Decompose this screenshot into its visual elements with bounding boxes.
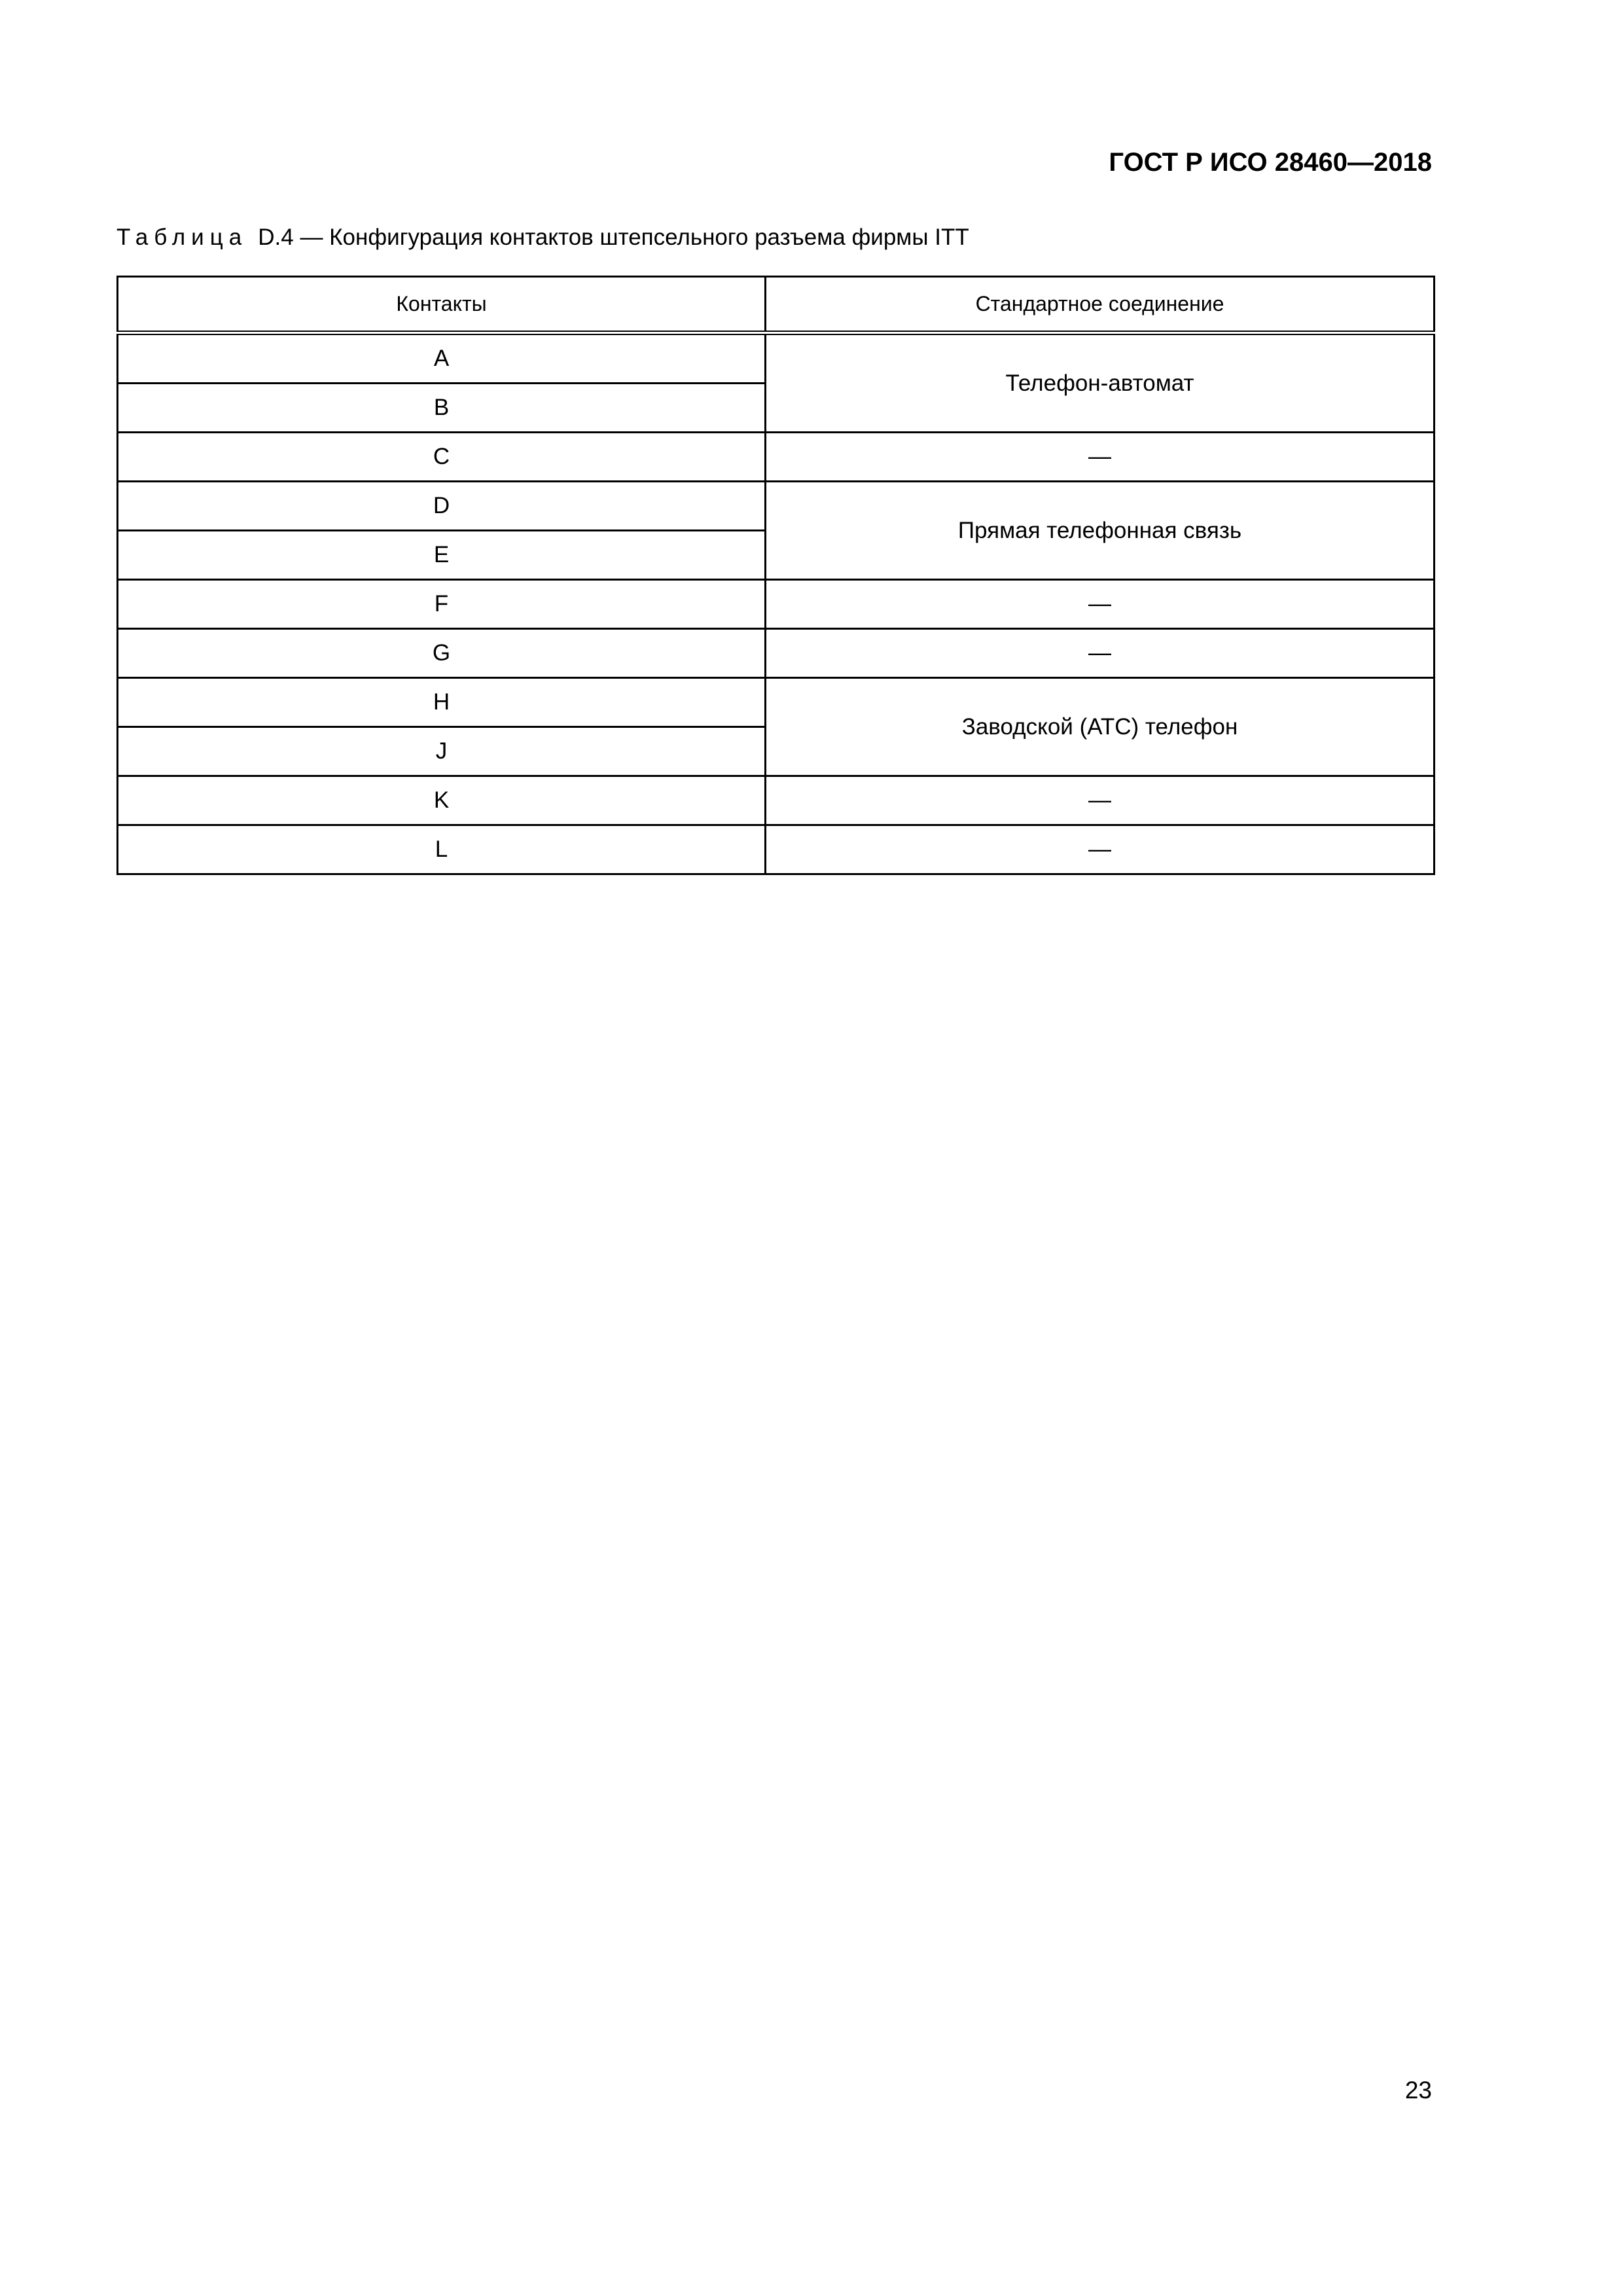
contact-cell: H <box>118 678 766 727</box>
contacts-table <box>116 276 1435 875</box>
table-header-row <box>118 277 1435 333</box>
contact-cell: A <box>118 333 766 384</box>
connection-cell: — <box>766 825 1435 874</box>
contact-cell: B <box>118 384 766 433</box>
table-body <box>118 333 1435 874</box>
table-row <box>118 482 1435 531</box>
caption-text: — Конфигурация контактов штепсельного разъема фирмы ITT <box>300 224 969 250</box>
contact-cell: K <box>118 776 766 825</box>
connection-cell: — <box>766 776 1435 825</box>
page-number: 23 <box>1404 2077 1432 2104</box>
table-row <box>118 825 1435 874</box>
connection-cell: Прямая телефонная связь <box>766 482 1435 580</box>
caption-number: D.4 <box>258 224 294 250</box>
connection-cell: — <box>766 433 1435 482</box>
table-row <box>118 678 1435 727</box>
contact-cell: C <box>118 433 766 482</box>
contact-cell: E <box>118 531 766 580</box>
column-header-connection: Стандартное соединение <box>766 277 1435 333</box>
contact-cell: F <box>118 580 766 629</box>
table-row <box>118 629 1435 678</box>
table-row <box>118 776 1435 825</box>
connection-cell: Телефон-автомат <box>766 333 1435 433</box>
connection-cell: — <box>766 580 1435 629</box>
connection-cell: — <box>766 629 1435 678</box>
contact-cell: L <box>118 825 766 874</box>
column-header-contacts: Контакты <box>118 277 766 333</box>
table-row <box>118 333 1435 384</box>
caption-word: Таблица <box>116 224 248 250</box>
table-caption <box>116 226 969 249</box>
table-row <box>118 433 1435 482</box>
connection-cell: Заводской (АТС) телефон <box>766 678 1435 776</box>
contact-cell: D <box>118 482 766 531</box>
contact-cell: J <box>118 727 766 776</box>
contact-cell: G <box>118 629 766 678</box>
document-designation: ГОСТ Р ИСО 28460—2018 <box>1109 148 1432 177</box>
table-row <box>118 580 1435 629</box>
